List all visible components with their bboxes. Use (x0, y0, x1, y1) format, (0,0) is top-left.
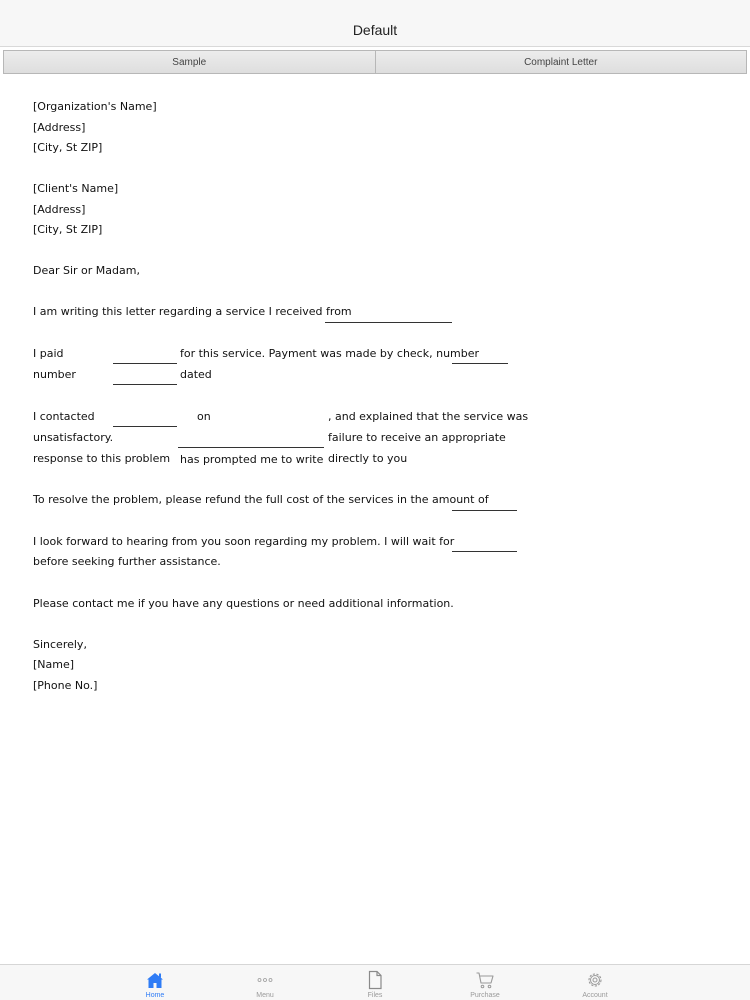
contact-text: Please contact me if you have any questions or need additional information. (33, 597, 454, 610)
provider-blank[interactable] (325, 322, 452, 323)
closing: Sincerely, (33, 638, 87, 651)
salutation: Dear Sir or Madam, (33, 264, 140, 277)
org-city: [City, St ZIP] (33, 141, 103, 154)
wait-period-blank[interactable] (452, 551, 517, 552)
file-icon (365, 970, 385, 990)
org-name: [Organization's Name] (33, 100, 157, 113)
client-city: [City, St ZIP] (33, 223, 103, 236)
contact-person-blank[interactable] (113, 426, 177, 427)
response-text: response to this problem (33, 452, 171, 465)
nav-title: Default (352, 22, 398, 38)
client-address: [Address] (33, 203, 86, 216)
number-label: number (33, 368, 76, 381)
directly-text: directly to you (328, 452, 408, 465)
more-dots-icon (255, 970, 275, 990)
tab-bar (0, 964, 750, 1000)
client-name: [Client's Name] (33, 182, 119, 195)
home-icon (145, 970, 165, 990)
prompted-text: has prompted me to write (180, 453, 324, 466)
tab-purchase-label: Purchase (470, 992, 500, 999)
paragraph-service: I am writing this letter regarding a service I received from (33, 305, 352, 318)
tab-files[interactable] (320, 965, 430, 1000)
on-label: on (197, 410, 211, 423)
dated-label: dated (180, 368, 212, 381)
signature-name: [Name] (33, 658, 75, 671)
wait-text: I look forward to hearing from you soon regarding my problem. I will wait for (33, 535, 455, 548)
segment-sample[interactable]: Sample (4, 51, 375, 73)
further-assistance-text: before seeking further assistance. (33, 555, 221, 568)
tab-files-label: Files (367, 992, 383, 999)
failure-reason-blank[interactable] (178, 447, 324, 448)
tab-home-label: Home (145, 992, 165, 999)
refund-amount-blank[interactable] (452, 510, 517, 511)
unsatisfactory-text: unsatisfactory. (33, 431, 114, 444)
gear-icon (585, 970, 605, 990)
check-number-blank[interactable] (452, 363, 508, 364)
amount-paid-blank[interactable] (113, 363, 177, 364)
org-address: [Address] (33, 121, 86, 134)
number-blank[interactable] (113, 384, 177, 385)
explained-text: , and explained that the service was (328, 410, 529, 423)
tab-account[interactable] (540, 965, 650, 1000)
tab-purchase[interactable] (430, 965, 540, 1000)
payment-text: for this service. Payment was made by check, number (180, 347, 480, 360)
segment-complaint-letter[interactable]: Complaint Letter (375, 51, 747, 73)
refund-text: To resolve the problem, please refund the full cost of the services in the amount of (33, 493, 489, 506)
tab-menu[interactable] (210, 965, 320, 1000)
failure-text: failure to receive an appropriate (328, 431, 506, 444)
contacted-label: I contacted (33, 410, 95, 423)
tab-account-label: Account (582, 992, 608, 999)
paid-label: I paid (33, 347, 64, 360)
cart-icon (475, 970, 495, 990)
tab-home[interactable] (100, 965, 210, 1000)
signature-phone: [Phone No.] (33, 679, 98, 692)
tab-menu-label: Menu (256, 992, 274, 999)
